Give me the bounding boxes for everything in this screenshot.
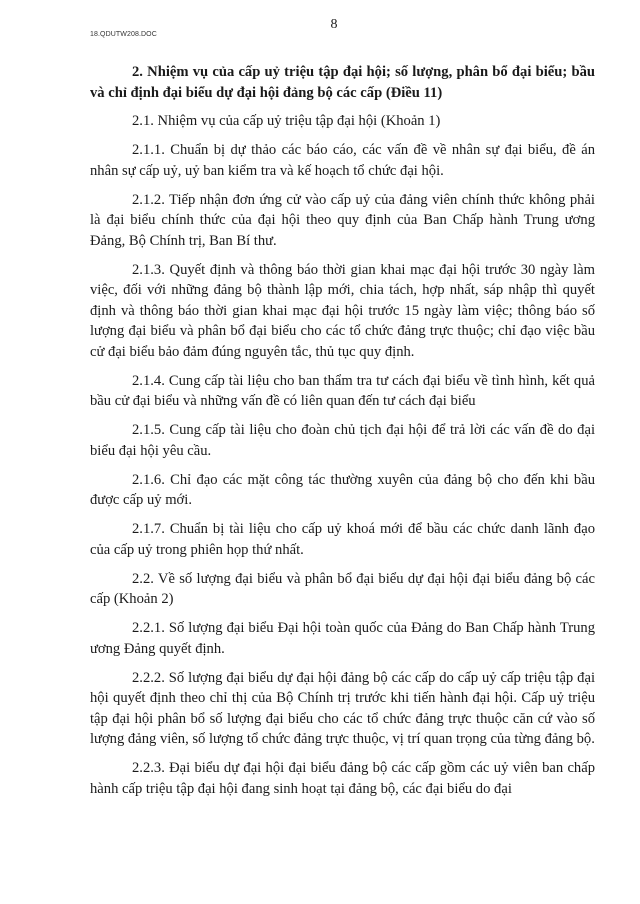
section-heading: 2. Nhiệm vụ của cấp uỷ triệu tập đại hội; số lượng, phân bổ đại biểu; bầu và chỉ định đại biểu dự đại hội đảng bộ các cấp (Điều 11) — [90, 64, 595, 101]
paragraph: 2.2.1. Số lượng đại biểu Đại hội toàn quốc của Đảng do Ban Chấp hành Trung ương Đảng quyết định. — [90, 620, 595, 657]
paragraph: 2.2.3. Đại biểu dự đại hội đại biểu đảng bộ các cấp gồm các uỷ viên ban chấp hành cấp triệu tập đại hội đang sinh hoạt tại đảng bộ, các đại biểu do đại — [90, 760, 595, 797]
document-filename: 18.QDUTW208.DOC — [90, 31, 157, 38]
document-body — [90, 62, 595, 807]
paragraph: 2.1.5. Cung cấp tài liệu cho đoàn chủ tịch đại hội để trả lời các vấn đề do đại biểu đại hội yêu cầu. — [90, 422, 595, 459]
paragraph: 2.1.7. Chuẩn bị tài liệu cho cấp uỷ khoá mới để bầu các chức danh lãnh đạo của cấp uỷ trong phiên họp thứ nhất. — [90, 521, 595, 558]
subsection-heading: 2.2. Về số lượng đại biểu và phân bổ đại biểu dự đại hội đại biểu đảng bộ các cấp (Khoản 2) — [90, 570, 595, 607]
paragraph: 2.1.4. Cung cấp tài liệu cho ban thẩm tra tư cách đại biểu về tình hình, kết quả bầu cử đại biểu và những vấn đề có liên quan đến tư cách đại biểu — [90, 372, 595, 409]
paragraph: 2.1.1. Chuẩn bị dự thảo các báo cáo, các vấn đề về nhân sự đại biểu, đề án nhân sự cấp uỷ, uỷ ban kiểm tra và kế hoạch tổ chức đại hội. — [90, 142, 595, 179]
paragraph: 2.1.3. Quyết định và thông báo thời gian khai mạc đại hội trước 30 ngày làm việc, đối với những đảng bộ thành lập mới, chia tách, hợp nhất, sáp nhập thì quyết định và thông báo thời gian khai mạc đại hội trước 15 ngày làm việc; thông báo số lượng đại biểu và phân bổ đại biểu cho các tổ chức đảng trực thuộc; chỉ đạo việc bầu cử đại biểu bảo đảm đúng nguyên tắc, thủ tục quy định. — [90, 261, 595, 360]
paragraph: 2.1.6. Chỉ đạo các mặt công tác thường xuyên của đảng bộ cho đến khi bầu được cấp uỷ mới. — [90, 471, 595, 508]
paragraph: 2.1.2. Tiếp nhận đơn ứng cử vào cấp uỷ của đảng viên chính thức không phải là đại biểu chính thức của đại hội theo quy định của Ban Chấp hành Trung ương Đảng, Bộ Chính trị, Ban Bí thư. — [90, 191, 595, 249]
paragraph: 2.2.2. Số lượng đại biểu dự đại hội đảng bộ các cấp do cấp uỷ cấp triệu tập đại hội quyết định theo chỉ thị của Bộ Chính trị trước khi tiến hành đại hội. Cấp uỷ triệu tập đại hội phân bổ số lượng đại biểu cho các tổ chức đảng trực thuộc căn cứ vào số lượng đảng viên, số lượng tổ chức đảng trực thuộc, vị trí quan trọng của từng đảng bộ. — [90, 669, 595, 747]
page-number: 8 — [330, 17, 338, 32]
subsection-heading: 2.1. Nhiệm vụ của cấp uỷ triệu tập đại hội (Khoản 1) — [132, 113, 441, 129]
